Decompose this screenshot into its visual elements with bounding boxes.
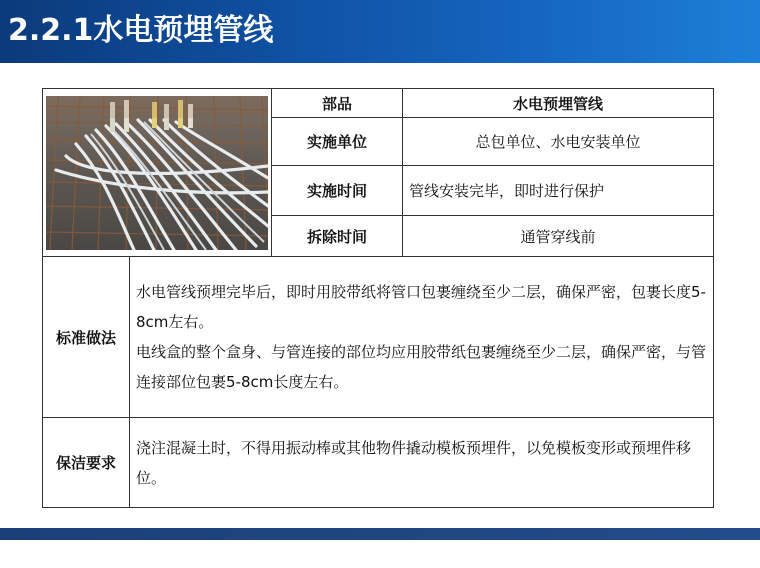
- cleaning-label: 保洁要求: [43, 418, 130, 508]
- table-row: [43, 89, 714, 118]
- standard-content: [130, 257, 714, 418]
- row-label-removal: 拆除时间: [272, 216, 403, 257]
- row-value-time: 管线安装完毕，即时进行保护: [403, 166, 714, 216]
- standard-paragraph-1: 水电管线预埋完毕后，即时用胶带纸将管口包裹缠绕至少二层，确保严密，包裹长度5-8cm左右。: [136, 283, 706, 331]
- standard-paragraph-2: 电线盒的整个盒身、与管连接的部位均应用胶带纸包裹缠绕至少二层，确保严密，与管连接部位包裹5-8cm长度左右。: [136, 343, 707, 391]
- photo-cell: [43, 89, 272, 257]
- cleaning-content: [130, 418, 714, 508]
- footer-bar: [0, 528, 760, 540]
- row-label-time: 实施时间: [272, 166, 403, 216]
- row-label-unit: 实施单位: [272, 118, 403, 166]
- cleaning-paragraph-1: 浇注混凝土时，不得用振动棒或其他物件撬动模板预埋件，以免模板变形或预埋件移位。: [136, 438, 692, 487]
- row-value-unit: 总包单位、水电安装单位: [403, 118, 714, 166]
- info-table: [42, 88, 714, 508]
- table-row: [43, 257, 714, 418]
- standard-label: 标准做法: [43, 257, 130, 418]
- row-label-part: 部品: [272, 89, 403, 118]
- row-value-part: 水电预埋管线: [403, 89, 714, 118]
- construction-conduit-photo: [46, 96, 268, 250]
- table-row: [43, 418, 714, 508]
- title-banner: [0, 0, 760, 63]
- page-title: 2.2.1水电预埋管线: [8, 13, 274, 48]
- row-value-removal: 通管穿线前: [403, 216, 714, 257]
